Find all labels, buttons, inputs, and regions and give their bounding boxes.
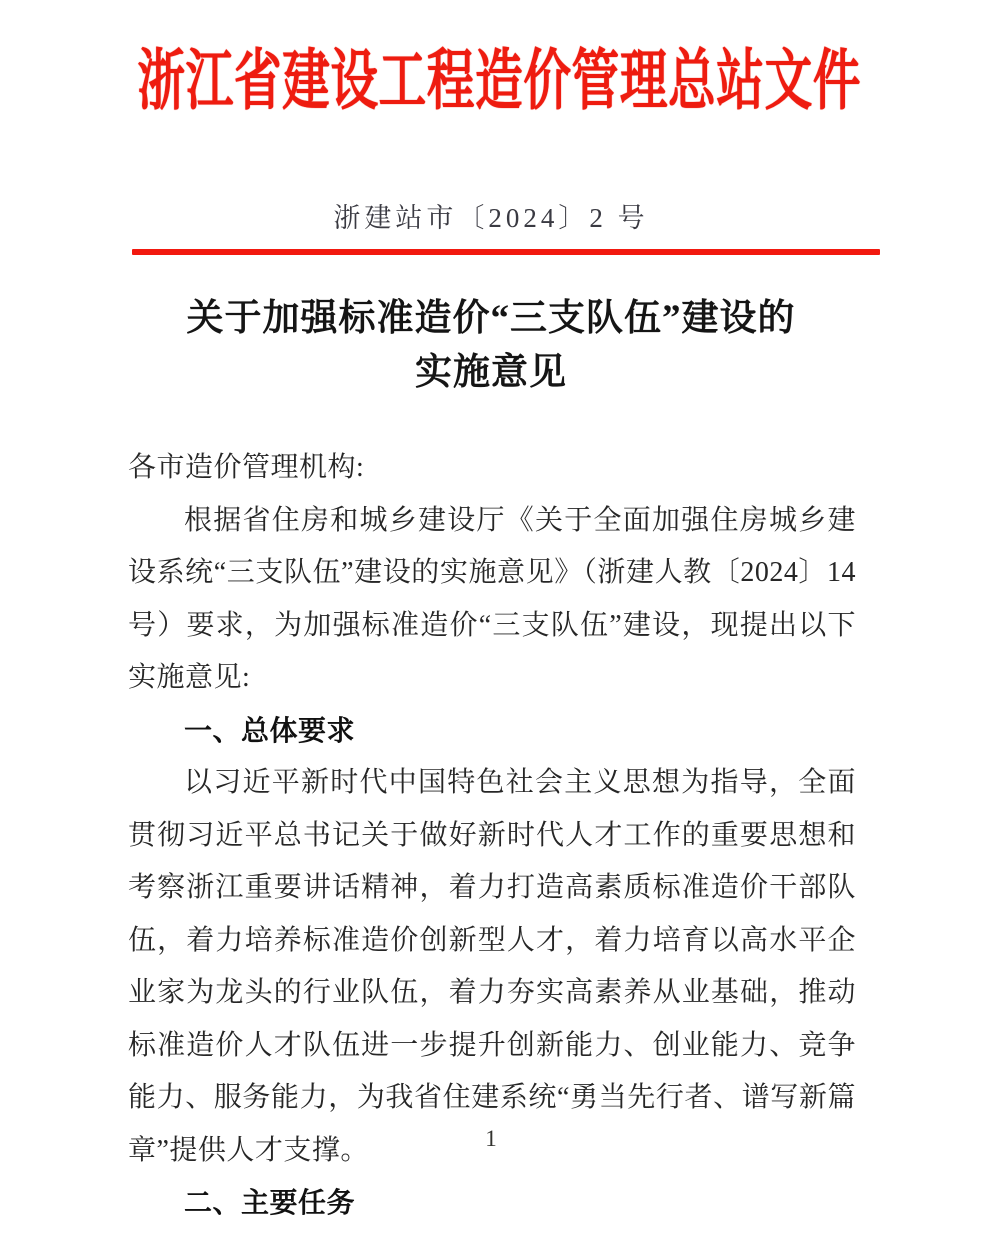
salutation-line: 各市造价管理机构: bbox=[128, 452, 365, 483]
document-number: 浙建站市〔2024〕2 号 bbox=[333, 203, 649, 233]
document-title bbox=[0, 292, 982, 400]
page-number: 1 bbox=[485, 1126, 497, 1151]
section-heading: 一、总体要求 bbox=[184, 714, 356, 746]
section-heading: 二、主要任务 bbox=[184, 1187, 356, 1218]
document-title-line-1: 关于加强标准造价“三支队伍”建设的 bbox=[186, 298, 796, 339]
document-body bbox=[128, 442, 856, 1230]
body-paragraph: 根据省住房和城乡建设厅《关于全面加强住房城乡建设系统“三支队伍”建设的实施意见》（浙建人教〔2024〕14 号）要求，为加强标准造价“三支队伍”建设，现提出以下实施意见: bbox=[128, 504, 856, 693]
document-title-line-2: 实施意见 bbox=[415, 352, 567, 393]
body-paragraph: 以习近平新时代中国特色社会主义思想为指导，全面贯彻习近平总书记关于做好新时代人才工作的重要思想和考察浙江重要讲话精神，着力打造高素质标准造价干部队伍，着力培养标准造价创新型人才，着力培育以高水平企业家为龙头的行业队伍，着力夯实高素养从业基础，推动标准造价人才队伍进一步提升创新能力、创业能力、竞争能力、服务能力，为我省住建系统“勇当先行者、谱写新篇章”提供人才支撑。 bbox=[128, 767, 856, 1166]
red-divider-line bbox=[132, 249, 880, 255]
letterhead-title: 浙江省建设工程造价管理总站文件 bbox=[137, 43, 862, 117]
